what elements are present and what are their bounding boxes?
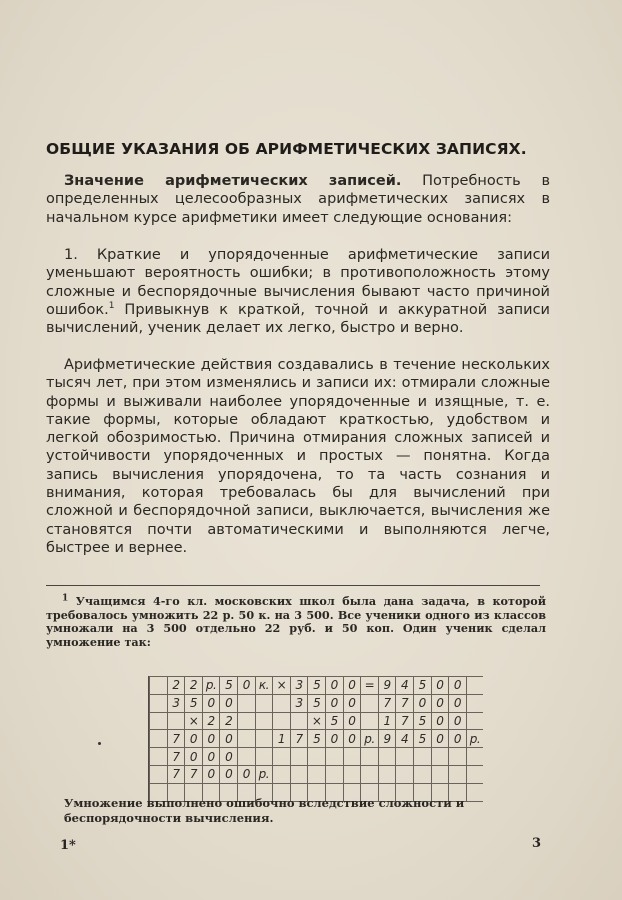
grid-cell xyxy=(290,748,308,766)
point-one-text: 1. Краткие и упорядоченные арифметические записи уменьшают вероятность ошибки; в противоположность этому сложные и беспорядочные вычисления бывают часто причиной ошибок. xyxy=(46,247,550,318)
grid-cell xyxy=(361,748,379,766)
grid-cell xyxy=(150,712,168,730)
grid-cell xyxy=(150,765,168,783)
grid-cell: 3 xyxy=(290,694,308,712)
grid-cell xyxy=(237,748,255,766)
grid-cell: 0 xyxy=(202,748,220,766)
grid-cell: 0 xyxy=(202,694,220,712)
grid-cell xyxy=(343,748,361,766)
grid-cell: × xyxy=(308,712,326,730)
grid-cell xyxy=(150,677,168,695)
grid-cell: 4 xyxy=(396,677,414,695)
grid-cell: 9 xyxy=(378,730,396,748)
grid-cell: 0 xyxy=(202,730,220,748)
grid-cell: 2 xyxy=(220,712,238,730)
grid-cell: 5 xyxy=(185,694,203,712)
grid-cell: 0 xyxy=(202,765,220,783)
grid-cell: 7 xyxy=(167,765,185,783)
grid-cell xyxy=(378,765,396,783)
point-one-continuation: Привыкнув к краткой, точной и аккуратной записи вычислений, ученик делает их легко, быстро и верно. xyxy=(46,301,550,337)
grid-cell: 0 xyxy=(449,677,467,695)
grid-cell: 0 xyxy=(431,694,449,712)
grid-cell: 7 xyxy=(396,712,414,730)
grid-cell: 0 xyxy=(185,748,203,766)
grid-cell xyxy=(431,765,449,783)
footnote-divider xyxy=(46,585,540,586)
grid-cell: × xyxy=(185,712,203,730)
grid-row xyxy=(150,730,484,748)
grid-cell: 0 xyxy=(343,712,361,730)
grid-cell xyxy=(431,748,449,766)
grid-cell xyxy=(325,765,343,783)
grid-cell xyxy=(308,765,326,783)
conclusion-text: Умножение выполнено ошибочно вследствие сложности и беспорядочности вычисления. xyxy=(64,796,465,825)
grid-cell: = xyxy=(361,677,379,695)
grid-cell: 2 xyxy=(167,677,185,695)
grid-cell: 3 xyxy=(290,677,308,695)
grid-cell xyxy=(255,712,273,730)
grid-cell: 0 xyxy=(237,677,255,695)
grid-cell: р. xyxy=(466,730,483,748)
footnote-reference: 1 xyxy=(108,301,115,312)
grid-cell xyxy=(150,694,168,712)
grid-cell: 9 xyxy=(378,677,396,695)
intro-paragraph xyxy=(46,172,550,227)
grid-cell: 7 xyxy=(167,730,185,748)
history-paragraph xyxy=(46,356,550,557)
grid-cell: 5 xyxy=(413,677,431,695)
grid-cell xyxy=(361,694,379,712)
grid-cell: 7 xyxy=(290,730,308,748)
grid-cell xyxy=(255,748,273,766)
grid-cell: к. xyxy=(255,677,273,695)
grid-cell: 0 xyxy=(343,694,361,712)
grid-cell xyxy=(290,765,308,783)
page-number: 3 xyxy=(532,836,542,851)
grid-cell xyxy=(466,765,483,783)
grid-cell xyxy=(396,748,414,766)
grid-cell: 5 xyxy=(308,730,326,748)
section-intro: Потребность в определенных целесообразных арифметических записях в начальном курсе арифметики имеет следующие основания: xyxy=(46,173,550,226)
grid-cell: 0 xyxy=(431,677,449,695)
grid-cell: 0 xyxy=(449,712,467,730)
grid-cell: 5 xyxy=(308,677,326,695)
point-one-paragraph xyxy=(46,246,550,337)
grid-cell xyxy=(273,712,291,730)
grid-cell xyxy=(237,730,255,748)
grid-cell: 7 xyxy=(378,694,396,712)
grid-cell xyxy=(413,748,431,766)
grid-cell: 0 xyxy=(325,694,343,712)
grid-row xyxy=(150,765,484,783)
page-title: ОБЩИЕ УКАЗАНИЯ ОБ АРИФМЕТИЧЕСКИХ ЗАПИСЯХ. xyxy=(46,140,527,158)
grid-cell: 0 xyxy=(449,694,467,712)
grid-cell: 0 xyxy=(325,730,343,748)
grid-cell xyxy=(237,694,255,712)
grid-cell: 7 xyxy=(167,748,185,766)
grid-cell: 5 xyxy=(325,712,343,730)
grid-cell: 5 xyxy=(220,677,238,695)
history-text: Арифметические действия создавались в течение нескольких тысяч лет, при этом изменялись и записи их: отмирали сложные формы и выживали наиболее упорядоченные и изящные, т. е. такие формы, которые обладают краткостью, удобством и легкой обозримостью. Причина отмирания сложных записей и устойчивости упорядоченных и простых — понятна. Когда запись вычисления упорядочена, то та часть сознания и внимания, которая требовалась бы для вычислений при сложной и беспорядочной записи, выключается, вычисления же становятся почти автоматическими и выполняются легче, быстрее и вернее. xyxy=(46,357,550,556)
grid-cell xyxy=(273,765,291,783)
signature-mark: 1* xyxy=(60,838,76,853)
section-lead: Значение арифметических записей. xyxy=(64,173,402,189)
grid-cell: 0 xyxy=(237,765,255,783)
grid-cell xyxy=(378,748,396,766)
grid-cell: 0 xyxy=(449,730,467,748)
grid-cell xyxy=(273,694,291,712)
grid-cell: 7 xyxy=(185,765,203,783)
grid-cell xyxy=(449,765,467,783)
grid-cell: 1 xyxy=(273,730,291,748)
grid-cell xyxy=(449,748,467,766)
footnote xyxy=(46,595,546,649)
grid-cell xyxy=(167,712,185,730)
grid-cell xyxy=(255,694,273,712)
grid-row xyxy=(150,712,484,730)
grid-cell xyxy=(361,712,379,730)
grid-cell: 0 xyxy=(343,730,361,748)
grid-cell: 2 xyxy=(185,677,203,695)
grid-row xyxy=(150,748,484,766)
grid-cell: р. xyxy=(361,730,379,748)
grid-cell xyxy=(466,748,483,766)
grid-row xyxy=(150,677,484,695)
calculation-grid xyxy=(148,676,483,802)
grid-cell: р. xyxy=(255,765,273,783)
grid-cell: 5 xyxy=(413,730,431,748)
grid-cell: 5 xyxy=(413,712,431,730)
grid-cell: 0 xyxy=(431,730,449,748)
grid-cell xyxy=(150,730,168,748)
grid-cell xyxy=(396,765,414,783)
calculation-table xyxy=(149,676,483,802)
grid-cell: 5 xyxy=(308,694,326,712)
grid-cell xyxy=(273,748,291,766)
grid-cell xyxy=(343,765,361,783)
grid-cell: 0 xyxy=(185,730,203,748)
grid-cell: 0 xyxy=(220,730,238,748)
grid-cell xyxy=(466,694,483,712)
grid-cell: 7 xyxy=(396,694,414,712)
grid-cell xyxy=(466,677,483,695)
footnote-text: Учащимся 4-го кл. московских школ была дана задача, в которой требовалось умножить 22 р. 50 к. на 3 500. Все ученики одного из классов умножали на 3 500 отдельно 22 руб. и 50 коп. Один ученик сделал умножение так: xyxy=(46,594,546,649)
grid-cell xyxy=(413,765,431,783)
grid-cell xyxy=(308,748,326,766)
grid-cell xyxy=(466,712,483,730)
footnote-marker: 1 xyxy=(62,593,69,604)
grid-cell: 0 xyxy=(413,694,431,712)
grid-cell xyxy=(237,712,255,730)
grid-cell: 2 xyxy=(202,712,220,730)
grid-cell: 3 xyxy=(167,694,185,712)
ink-speck xyxy=(98,742,101,745)
grid-cell xyxy=(290,712,308,730)
grid-cell xyxy=(361,765,379,783)
grid-cell: р. xyxy=(202,677,220,695)
grid-cell xyxy=(150,748,168,766)
grid-cell: 0 xyxy=(325,677,343,695)
grid-cell xyxy=(255,730,273,748)
grid-cell: 0 xyxy=(220,748,238,766)
grid-cell: 0 xyxy=(220,765,238,783)
grid-cell: 0 xyxy=(220,694,238,712)
grid-cell: 1 xyxy=(378,712,396,730)
grid-cell: 0 xyxy=(431,712,449,730)
grid-row xyxy=(150,694,484,712)
grid-cell: 4 xyxy=(396,730,414,748)
grid-cell: × xyxy=(273,677,291,695)
grid-cell: 0 xyxy=(343,677,361,695)
grid-cell xyxy=(325,748,343,766)
